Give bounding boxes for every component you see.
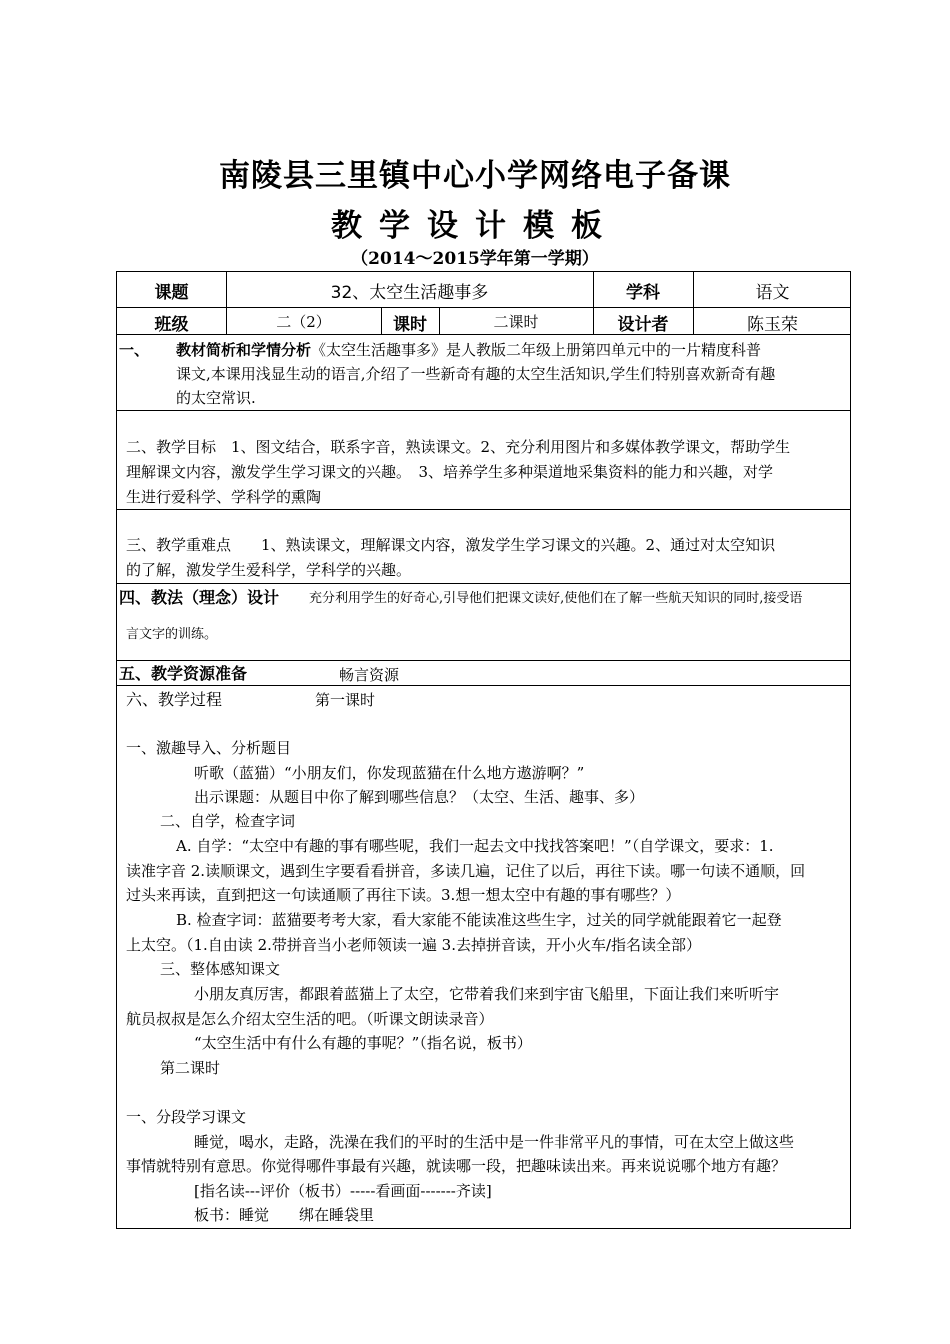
- process-line: 二、自学，检查字词: [160, 812, 296, 830]
- period-value: 二课时: [493, 313, 539, 331]
- process-line: A. 自学：“太空中有趣的事有哪些呢，我们一起去文中找找答案吧！”（自学课文，要求：1.: [176, 837, 774, 855]
- page-subtitle: 教学设计模板: [331, 208, 619, 244]
- subject-label: 学科: [626, 283, 660, 303]
- designer-label: 设计者: [617, 315, 669, 335]
- page-title: 南陵县三里镇中心小学网络电子备课: [219, 158, 731, 194]
- lesson-plan-table: [116, 271, 851, 1229]
- process-line: 三、整体感知课文: [160, 960, 281, 978]
- process-line: 航员叔叔是怎么介绍太空生活的吧。（听课文朗读录音）: [126, 1010, 494, 1028]
- process-line: 一、激趣导入、分析题目: [126, 739, 292, 757]
- process-line: 出示课题：从题目中你了解到哪些信息？（太空、生活、趣事、多）: [194, 788, 645, 806]
- sec5-title: 五、教学资源准备: [119, 664, 248, 683]
- process-line: 小朋友真厉害，都跟着蓝猫上了太空，它带着我们来到宇宙飞船里，下面让我们来听听宇: [194, 985, 780, 1003]
- designer-value: 陈玉荣: [747, 315, 798, 335]
- sec4-text: 充分利用学生的好奇心,引导他们把课文读好,使他们在了解一些航天知识的同时,接受语: [309, 591, 803, 606]
- sec4-text: 言文字的训练。: [126, 627, 218, 642]
- process-line: 听歌（蓝猫）“小朋友们，你发现蓝猫在什么地方遨游啊？”: [194, 764, 585, 782]
- row-divider: [117, 660, 850, 661]
- process-line: 睡觉，喝水，走路，洗澡在我们的平时的生活中是一件非常平凡的事情，可在太空上做这些: [194, 1133, 795, 1151]
- process-line: 事情就特别有意思。你觉得哪件事最有兴趣，就读哪一段，把趣味读出来。再来说说哪个地方有趣？: [126, 1157, 787, 1175]
- term-label: （2014～2015学年第一学期）: [351, 249, 599, 269]
- sec5-value: 畅言资源: [339, 666, 400, 684]
- sec3-text: 三、教学重难点 1、熟读课文，理解课文内容，激发学生学习课文的兴趣。2、通过对太空知识: [126, 536, 776, 554]
- sec1-text: 的太空常识.: [176, 389, 256, 407]
- sec1-line: [176, 338, 761, 362]
- sec1-title: 教材简析和学情分析: [176, 341, 312, 359]
- sec2-text: 理解课文内容，激发学生学习课文的兴趣。 3、培养学生多种渠道地采集资料的能力和兴趣，对学: [126, 463, 774, 481]
- row-divider: [117, 583, 850, 584]
- process-line: “太空生活中有什么有趣的事呢？”（指名说，板书）: [194, 1034, 532, 1052]
- sec3-text: 的了解，激发学生爱科学，学科学的兴趣。: [126, 561, 412, 579]
- row-divider: [117, 410, 850, 411]
- sec2-text: 生进行爱科学、学科学的熏陶: [126, 488, 322, 506]
- process-line: 读准字音 2.读顺课文，遇到生字要看看拼音，多读几遍，记住了以后，再往下读。哪一句读不通顺，回: [126, 862, 806, 880]
- period-label: 课时: [393, 315, 427, 335]
- sec1-number: 一、: [119, 341, 150, 359]
- sec1-text: 《太空生活趣事多》是人教版二年级上册第四单元中的一片精度科普: [311, 341, 762, 359]
- period2-label: 第二课时: [160, 1059, 221, 1077]
- process-line: 上太空。（1.自由读 2.带拼音当小老师领读一遍 3.去掉拼音读，开小火车/指名读全部）: [126, 936, 702, 954]
- sec4-title: 四、教法（理念）设计: [119, 588, 280, 607]
- process-line: B. 检查字词：蓝猫要考考大家，看大家能不能读准这些生字，过关的同学就能跟着它一起登: [176, 911, 782, 929]
- sec2-text: 二、教学目标 1、图文结合，联系字音，熟读课文。2、充分利用图片和多媒体教学课文，帮助学生: [126, 438, 791, 456]
- class-label: 班级: [154, 315, 189, 335]
- period1-label: 第一课时: [315, 691, 376, 709]
- class-value: 二（2）: [276, 313, 331, 331]
- sec1-text: 课文,本课用浅显生动的语言,介绍了一些新奇有趣的太空生活知识,学生们特别喜欢新奇有趣: [176, 365, 776, 383]
- process-line: 一、分段学习课文: [126, 1108, 247, 1126]
- process-line: 过头来再读，直到把这一句读通顺了再往下读。3.想一想太空中有趣的事有哪些？）: [126, 886, 681, 904]
- row-divider: [117, 509, 850, 510]
- process-line: [指名读---评价（板书）-----看画面-------齐读]: [194, 1182, 492, 1200]
- sec6-title: 六、教学过程: [126, 690, 223, 709]
- topic-label: 课题: [154, 283, 189, 303]
- topic-value: 32、太空生活趣事多: [330, 283, 489, 303]
- process-line: 板书：睡觉 绑在睡袋里: [194, 1206, 375, 1224]
- subject-value: 语文: [755, 283, 790, 303]
